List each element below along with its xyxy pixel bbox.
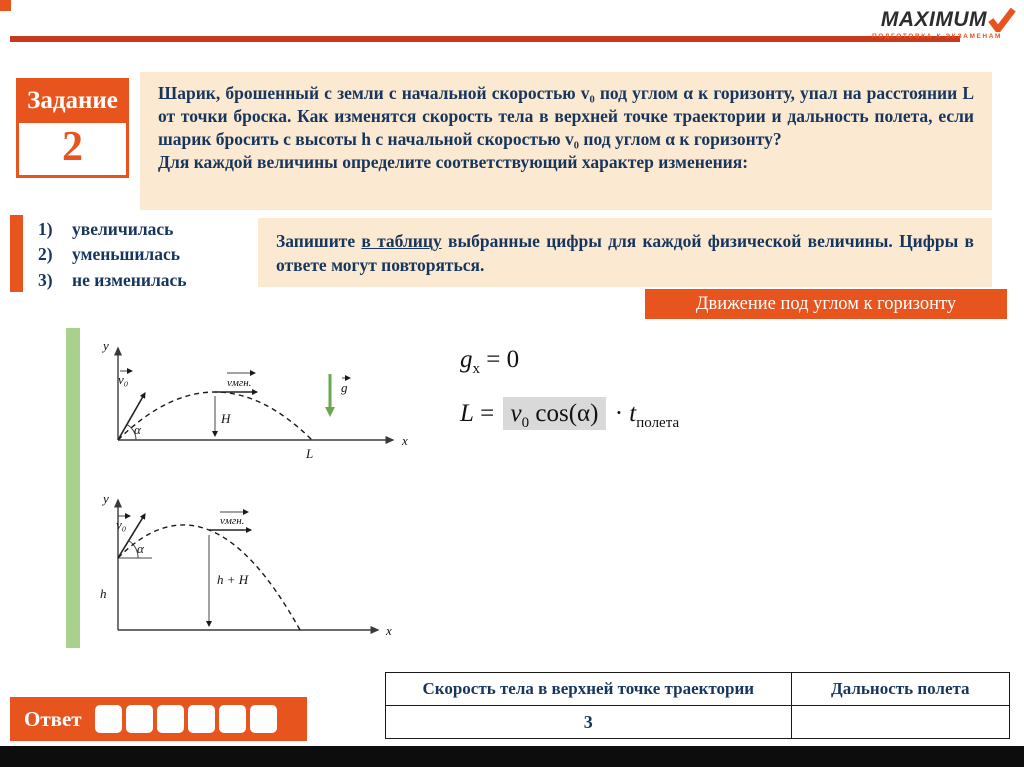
- g-subscript: x: [472, 361, 480, 377]
- options-accent-bar: [10, 215, 23, 292]
- topic-banner: Движение под углом к горизонту: [645, 289, 1007, 319]
- v0-vector: [118, 393, 145, 440]
- axis-label-x: x: [386, 623, 392, 638]
- logo-check-icon: [988, 8, 1016, 32]
- corner-accent-square: [0, 0, 11, 11]
- answer-table: [385, 672, 1010, 739]
- answer-cell: [188, 705, 215, 733]
- option-label: не изменилась: [72, 269, 187, 290]
- answer-cell: [126, 705, 153, 733]
- option-number: 1): [38, 219, 53, 239]
- answer-cell: [250, 705, 277, 733]
- answer-cell: [157, 705, 184, 733]
- g-label: g: [341, 380, 348, 395]
- option-number: 3): [38, 269, 53, 290]
- v0-label: v₀: [118, 372, 129, 387]
- answer-cells: [95, 705, 277, 733]
- dot-operator: ·: [608, 400, 630, 427]
- logo-tagline: ПОДГОТОВКА К ЭКЗАМЕНАМ: [871, 33, 1003, 40]
- table-header-range: Дальность полета: [791, 673, 1009, 706]
- formula-rest: = 0: [480, 346, 520, 373]
- green-accent-bar: [66, 328, 80, 648]
- option-label: увеличилась: [72, 219, 174, 239]
- instruction-underlined: в таблицу: [361, 231, 442, 251]
- option-item: [38, 217, 187, 242]
- trajectory-diagrams: [90, 330, 430, 650]
- option-item: [38, 242, 187, 267]
- H-label: H: [221, 411, 231, 426]
- bottom-bar: [0, 746, 1024, 767]
- vmgn-label: vмгн.: [220, 515, 245, 527]
- table-cell-range: [791, 706, 1009, 739]
- axis-label-x: x: [402, 433, 408, 448]
- logo: [858, 8, 1016, 40]
- vmgn-label: vмгн.: [227, 377, 252, 389]
- option-item: [38, 268, 187, 293]
- instruction-box: [258, 218, 992, 287]
- v0-label: v₀: [116, 517, 127, 532]
- task-number: 2: [16, 123, 129, 178]
- equals-sign: =: [473, 400, 501, 427]
- problem-box: [140, 72, 992, 210]
- L-symbol: L: [460, 400, 474, 427]
- table-header-speed: Скорость тела в верхней точке траектории: [386, 673, 792, 706]
- t-symbol: t: [629, 400, 637, 427]
- formula-gx: [460, 346, 519, 378]
- option-label: уменьшилась: [72, 244, 180, 265]
- g-symbol: g: [460, 346, 473, 373]
- answer-cell: [219, 705, 246, 733]
- option-number: 2): [38, 244, 53, 265]
- answer-label: Ответ: [24, 706, 82, 731]
- cos-term: cos(α): [529, 400, 599, 427]
- instruction-text: выбранные цифры для каждой физической величины. Цифры в ответе могут повторяться.: [276, 231, 974, 275]
- h-plus-H-label: h + H: [217, 572, 249, 587]
- problem-prompt: Для каждой величины определите соответствующий характер изменения:: [158, 152, 749, 173]
- table-cell-speed: 3: [386, 706, 792, 739]
- diagram-height-launch: [100, 491, 392, 638]
- alpha-label: α: [134, 422, 141, 437]
- axis-label-y: y: [103, 338, 109, 353]
- table-header-row: [386, 673, 1010, 706]
- axis-label-y: y: [103, 491, 109, 506]
- table-value-row: [386, 706, 1010, 739]
- diagram-ground-launch: [101, 338, 408, 461]
- formula-range: [460, 400, 679, 432]
- answer-box: [10, 697, 307, 741]
- h-label: h: [100, 586, 107, 601]
- v-symbol: v: [510, 400, 522, 427]
- v-subscript: 0: [521, 415, 530, 431]
- problem-text: Шарик, брошенный с земли с начальной скоростью v₀ под углом α к горизонту, упал на расстоянии L от точки броска. Как изменятся скорость тела в верхней точке траектории и дальность полета, если шарик бросить с высоты h с начальной скоростью v₀ под углом α к горизонту?: [158, 83, 974, 150]
- highlighted-term: [503, 397, 607, 430]
- L-label: L: [306, 446, 314, 461]
- top-rule: [10, 36, 960, 42]
- alpha-label: α: [137, 541, 144, 556]
- answer-cell: [95, 705, 122, 733]
- g-arrowhead: [325, 407, 335, 417]
- task-badge: [16, 78, 129, 178]
- task-label: Задание: [16, 78, 129, 123]
- t-subscript: полета: [636, 415, 680, 431]
- logo-text: MAXIMUM: [880, 8, 987, 31]
- instruction-text: Запишите: [276, 231, 362, 251]
- options-list: [38, 217, 187, 293]
